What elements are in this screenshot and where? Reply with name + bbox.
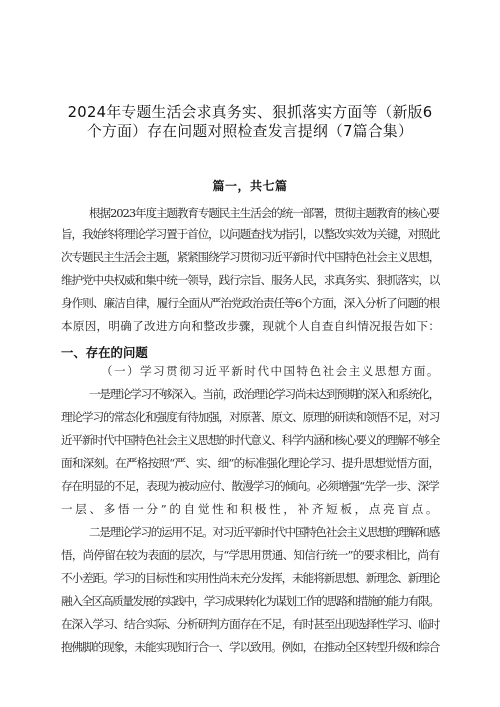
paragraph-2-line: 不小差距。学习的目标性和实用性尚未充分发挥，未能将新思想、新理念、新理论 — [61, 571, 440, 585]
document-title-line-2: 个方面）存在问题对照检查发言提纲（7篇合集） — [86, 123, 414, 140]
paragraph-2-line: 悟，尚停留在较为表面的层次，与“学思用贯通、知信行统一”的要求相比，尚有 — [61, 548, 440, 562]
paragraph-1-line: 一层、多悟一分”的自觉性和积极性，补齐短板，点亮盲点。 — [61, 502, 441, 516]
paragraph-1-line: 面和深刻。在严格按照“严、实、细”的标准强化理论学习、提升思想觉悟方面， — [61, 456, 440, 470]
intro-line: 身作则、廉洁自律，履行全面从严治党政治责任等6个方面，深入分析了问题的根 — [61, 296, 440, 310]
paragraph-2-line: 在深入学习、结合实际、分析研判方面存在不足，有时甚至出现选择性学习、临时 — [61, 617, 440, 631]
intro-line: 根据2023年度主题教育专题民主生活会的统一部署，贯彻主题教育的核心要 — [89, 206, 439, 220]
paragraph-1-line: 存在明显的不足，表现为被动应付、散漫学习的倾向。必须增强“先学一步、深学 — [61, 479, 439, 493]
paragraph-2-line: 二是理论学习的运用不足。对习近平新时代中国特色社会主义思想的理解和感 — [89, 525, 439, 539]
intro-line: 维护党中央权威和集中统一领导，践行宗旨、服务人民，求真务实、狠抓落实，以 — [61, 273, 440, 287]
sub-heading: （一）学习贯彻习近平新时代中国特色社会主义思想方面。 — [101, 364, 440, 378]
paragraph-2-line: 抱佛脚的现象，未能实现知行合一、学以致用。例如，在推动全区转型升级和综合 — [61, 640, 440, 654]
part-subtitle: 篇一，共七篇 — [212, 179, 288, 193]
paragraph-2-line: 融入全区高质量发展的实践中，学习成果转化为谋划工作的思路和措施的能力有限。 — [61, 594, 439, 608]
intro-line: 旨，我始终将理论学习置于首位，以问题查找为指引，以整改实效为关键，对照此 — [61, 227, 440, 241]
paragraph-1-line: 近平新时代中国特色社会主义思想的时代意义、科学内涵和核心要义的理解不够全 — [61, 433, 440, 447]
document-title-line-1: 2024年专题生活会求真务实、狠抓落实方面等（新版6 — [67, 104, 433, 121]
section-heading: 一、存在的问题 — [61, 345, 148, 360]
paragraph-1-line: 理论学习的常态化和强度有待加强，对原著、原文、原理的研读和领悟不足，对习 — [61, 410, 440, 424]
intro-line: 次专题民主生活会主题，紧紧围绕学习贯彻习近平新时代中国特色社会主义思想， — [61, 250, 440, 264]
intro-line: 本原因，明确了改进方向和整改步骤，现就个人自查自纠情况报告如下： — [61, 319, 441, 333]
paragraph-1-line: 一是理论学习不够深入。当前，政治理论学习尚未达到预期的深入和系统化， — [89, 387, 439, 401]
